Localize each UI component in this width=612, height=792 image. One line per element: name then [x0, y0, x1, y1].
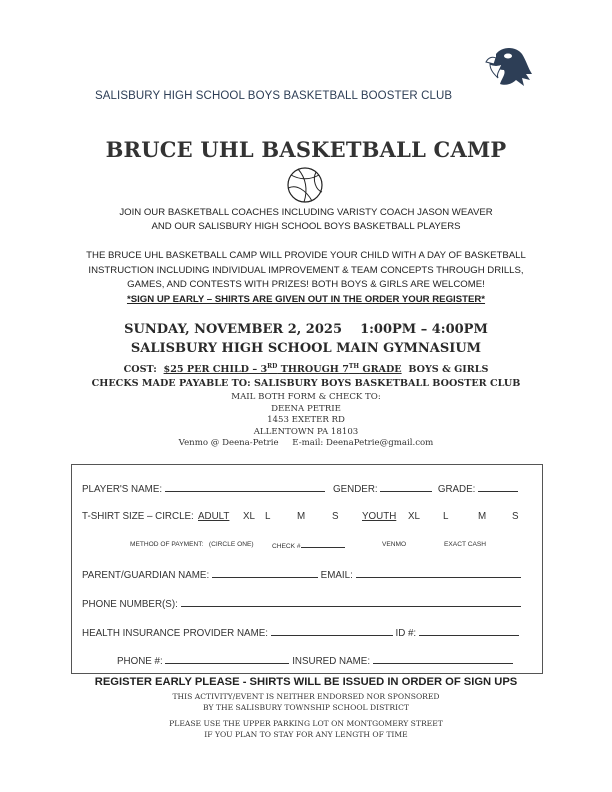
cost-label: COST:: [123, 364, 157, 376]
cost-price-text: $25 PER CHILD – 3: [163, 364, 268, 376]
payment-venmo[interactable]: VENMO: [382, 541, 407, 548]
contact-email: E-mail: DeenaPetrie@gmail.com: [292, 438, 434, 448]
cost-sup-rd: RD: [267, 363, 278, 370]
mail-info: [0, 392, 612, 450]
registration-form: [71, 464, 543, 674]
cost-through: THROUGH 7: [277, 364, 349, 376]
grade-field[interactable]: [478, 482, 518, 492]
email-label: EMAIL:: [320, 570, 353, 581]
payment-cash[interactable]: EXACT CASH: [444, 541, 487, 548]
description-line-2: INSTRUCTION INCLUDING INDIVIDUAL IMPROVEMENT & TEAM CONCEPTS THROUGH DRILLS,: [88, 264, 524, 276]
parent-name-label: PARENT/GUARDIAN NAME:: [82, 570, 210, 581]
adult-label: ADULT: [198, 511, 230, 522]
insured-name-field[interactable]: [373, 654, 513, 664]
insured-name-label: INSURED NAME:: [292, 656, 371, 667]
description-line-1: THE BRUCE UHL BASKETBALL CAMP WILL PROVIDE YOUR CHILD WITH A DAY OF BASKETBALL: [86, 250, 526, 261]
adult-size-s[interactable]: S: [332, 511, 339, 522]
mail-heading: MAIL BOTH FORM & CHECK TO:: [231, 392, 381, 402]
intro-line-1: JOIN OUR BASKETBALL COACHES INCLUDING VARISTY COACH JASON WEAVER: [119, 207, 493, 218]
tshirt-row: [82, 511, 194, 522]
checks-payable: CHECKS MADE PAYABLE TO: SALISBURY BOYS BASKETBALL BOOSTER CLUB: [91, 378, 521, 390]
cost-price: [164, 364, 402, 375]
parking-line-1: PLEASE USE THE UPPER PARKING LOT ON MONTGOMERY STREET: [169, 719, 443, 728]
grade-label: GRADE:: [437, 484, 476, 495]
event-details: [0, 320, 612, 358]
cost-grade: GRADE: [359, 364, 402, 376]
insurance-provider-field[interactable]: [271, 626, 393, 636]
payment-check[interactable]: [272, 541, 345, 550]
player-name-row: [82, 482, 518, 495]
mail-name: DEENA PETRIE: [271, 403, 341, 414]
insurance-provider-label: HEALTH INSURANCE PROVIDER NAME:: [82, 628, 268, 639]
player-name-field[interactable]: [165, 482, 325, 492]
check-number-field[interactable]: [301, 541, 345, 548]
youth-size-m[interactable]: M: [478, 511, 487, 522]
id-field[interactable]: [419, 626, 519, 636]
gender-field[interactable]: [380, 482, 432, 492]
club-name: SALISBURY HIGH SCHOOL BOYS BASKETBALL BOOSTER CLUB: [95, 90, 453, 102]
youth-size-s[interactable]: S: [512, 511, 519, 522]
phone-numbers-row: [82, 597, 521, 610]
adult-size-l[interactable]: L: [265, 511, 271, 522]
youth-size-xl[interactable]: XL: [408, 511, 420, 522]
register-note: REGISTER EARLY PLEASE - SHIRTS WILL BE ISSUED IN ORDER OF SIGN UPS: [94, 676, 518, 688]
intro: [0, 206, 612, 233]
description-line-3: GAMES, AND CONTESTS WITH PRIZES! BOTH BOYS & GIRLS ARE WELCOME!: [127, 279, 485, 290]
intro-line-2: AND OUR SALISBURY HIGH SCHOOL BOYS BASKETBALL PLAYERS: [151, 220, 461, 232]
insurance-row: [82, 626, 519, 639]
adult-size-m[interactable]: M: [297, 511, 306, 522]
cost-line: [0, 360, 612, 377]
mail-city: ALLENTOWN PA 18103: [253, 426, 359, 437]
gender-label: GENDER:: [333, 484, 378, 495]
youth-size-l[interactable]: L: [443, 511, 449, 522]
disclaimer-line-1: THIS ACTIVITY/EVENT IS NEITHER ENDORSED NOR SPONSORED: [172, 692, 440, 701]
cost-sup-th: TH: [348, 363, 360, 370]
parent-name-field[interactable]: [212, 568, 318, 578]
player-name-label: PLAYER'S NAME:: [82, 484, 163, 495]
tshirt-label: T-SHIRT SIZE – CIRCLE:: [82, 511, 194, 522]
mail-street: 1453 EXETER RD: [267, 415, 345, 425]
disclaimer-line-2: BY THE SALISBURY TOWNSHIP SCHOOL DISTRICT: [203, 702, 409, 712]
phone-field[interactable]: [165, 654, 289, 664]
basketball-icon: [286, 166, 324, 204]
description: [0, 249, 612, 307]
event-date-time: SUNDAY, NOVEMBER 2, 2025 1:00PM – 4:00PM: [124, 322, 488, 337]
signup-note: *SIGN UP EARLY – SHIRTS ARE GIVEN OUT IN THE ORDER YOUR REGISTER*: [126, 293, 486, 305]
parking-line-2: IF YOU PLAN TO STAY FOR ANY LENGTH OF TIME: [204, 729, 408, 739]
phone-numbers-field[interactable]: [181, 597, 521, 607]
payment-check-label: CHECK #: [272, 543, 301, 550]
id-label: ID #:: [395, 628, 417, 639]
payment-label: METHOD OF PAYMENT: (CIRCLE ONE): [130, 541, 254, 548]
email-field[interactable]: [356, 568, 521, 578]
cost-info: [0, 360, 612, 391]
disclaimer: [0, 692, 612, 713]
phone-numbers-label: PHONE NUMBER(S):: [82, 599, 178, 610]
parking-note: [0, 719, 612, 740]
cost-audience: BOYS & GIRLS: [408, 364, 489, 376]
youth-label: YOUTH: [362, 511, 397, 522]
adult-size-xl[interactable]: XL: [243, 511, 255, 522]
page-title: BRUCE UHL BASKETBALL CAMP: [105, 137, 507, 162]
event-location: SALISBURY HIGH SCHOOL MAIN GYMNASIUM: [130, 341, 482, 356]
phone-label: PHONE #:: [117, 656, 163, 667]
parent-row: [82, 568, 521, 581]
mail-contact: [0, 438, 612, 450]
insured-row: [117, 654, 513, 667]
falcon-mascot-icon: [482, 44, 534, 90]
venmo-handle: Venmo @ Deena-Petrie: [178, 438, 279, 448]
